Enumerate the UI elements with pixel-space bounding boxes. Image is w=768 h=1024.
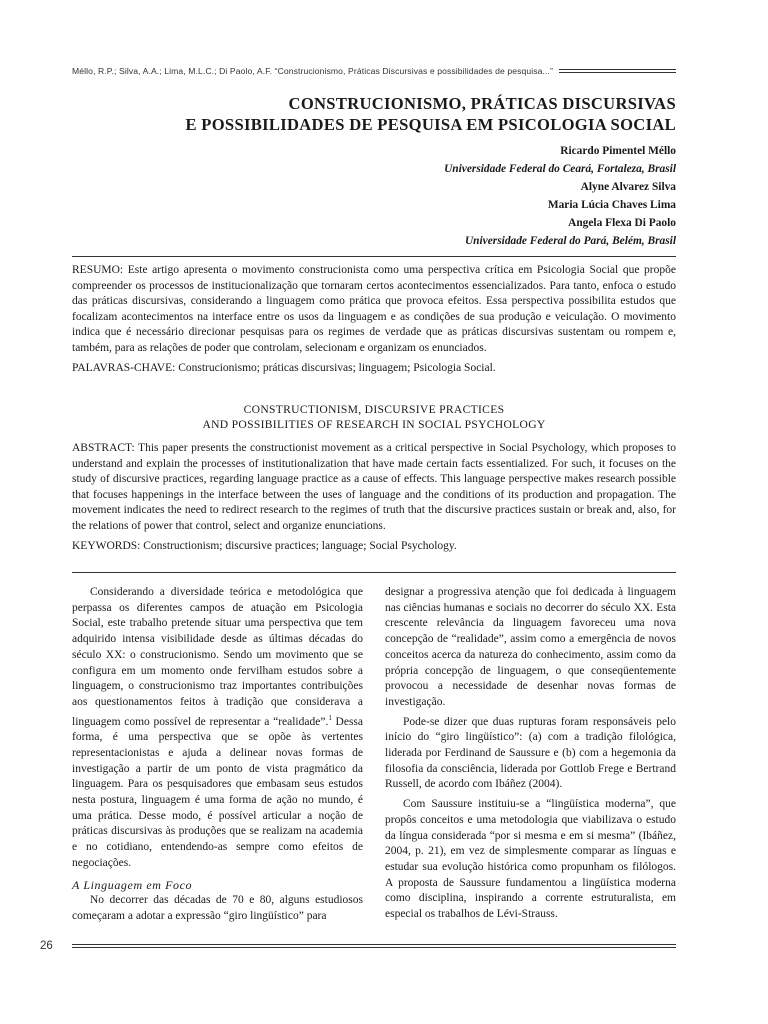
body-column-left — [72, 585, 363, 925]
body-paragraph: Com Saussure instituiu-se a “lingüística moderna”, que propôs conceitos e uma metodologia que viabilizava o estudo da língua considerada “por si mesma e em si mesma” (Ibáñez, 2004, p. 21), em vez de simplesmente comparar as línguas e estudar sua evolução histórica como propunham os filólogos. A proposta de Saussure fundamentou a lingüística moderna como disciplina, inspirando a corrente estruturalista, em especial os trabalhos de Lévi-Strauss. — [385, 798, 676, 921]
author-name: Maria Lúcia Chaves Lima — [547, 199, 676, 211]
article-title — [185, 93, 676, 135]
abstract-english — [72, 441, 676, 554]
author-institution: Universidade Federal do Pará, Belém, Brasil — [464, 235, 676, 247]
footnote-ref: 1 — [328, 713, 332, 722]
author-name: Ricardo Pimentel Méllo — [560, 145, 676, 157]
footer-rule — [72, 944, 676, 948]
running-head-rule — [559, 69, 676, 73]
title-line-1: CONSTRUCIONISMO, PRÁTICAS DISCURSIVAS — [288, 94, 676, 113]
body-paragraph: No decorrer das décadas de 70 e 80, alguns estudiosos começaram a adotar a expressão “giro lingüístico” para — [72, 894, 363, 923]
page-footer — [40, 940, 676, 952]
paragraph-text: Considerando a diversidade teórica e metodológica que perpassa os diferentes campos de atuação em Psicologia Social, este trabalho pretende situar uma perspectiva que tem adquirido intensa visibilidade desde as últimas décadas do século XX: o construcionismo. Sendo um movimento que se configura em um momento onde fervilham estudos sobre a linguagem, o construcionismo traz importantes contribuições aos questionamentos feitos à tradição que considerava a linguagem como possível de representar a “realidade”. — [72, 586, 363, 728]
running-head-text: Méllo, R.P.; Silva, A.A.; Lima, M.L.C.; Di Paolo, A.F. “Construcionismo, Práticas Discursivas e possibilidades de pesquisa...” — [72, 66, 553, 76]
body-paragraph — [72, 585, 363, 871]
page-number: 26 — [40, 940, 53, 952]
divider — [72, 256, 676, 257]
resumo-text: RESUMO: Este artigo apresenta o movimento construcionista como uma perspectiva crítica em Psicologia Social que propõe compreender os processos de institucionalização que tornaram certos acontecimentos essencializados. Para tanto, enfoca o estudo das práticas discursivas, considerando a linguagem como prática que provoca efeitos. Essa perspectiva possibilita estudos que focalizam acontecimentos na interface entre os usos da linguagem e as condições de sua produção e veiculação. O movimento indica que é necessário direcionar pesquisas para os regimes de verdade que as práticas discursivas sustentam ou rompem e, também, para as relações de poder que controlam, selecionam e organizam os enunciados. — [72, 264, 676, 354]
author-name: Alyne Alvarez Silva — [580, 181, 676, 193]
author-institution: Universidade Federal do Ceará, Fortaleza, Brasil — [444, 163, 676, 175]
divider — [72, 572, 676, 573]
author-block — [444, 142, 676, 250]
abstract-text: ABSTRACT: This paper presents the constructionist movement as a critical perspective in Social Psychology, which proposes to understand and explain the processes of institutionalization that have made certain facts essentialized. For such, it focuses on the study of discursive practices, regarding language practice as a cause of effects. This language perspective makes research possible that focuses happenings in the interface between the uses of language and the conditions of its production and propagation. The movement indicates the need to redirect research to the regimes of truth that the discursive practices sustain or break and, also, for the relations of power that control, select and organize enunciations. — [72, 442, 676, 532]
english-title — [72, 402, 676, 432]
palavras-chave: PALAVRAS-CHAVE: Construcionismo; práticas discursivas; linguagem; Psicologia Social. — [72, 361, 496, 374]
body-column-right — [385, 585, 676, 923]
abstract-portuguese — [72, 263, 676, 376]
paragraph-text: Dessa forma, é uma perspectiva que se opõe às vertentes representacionistas e ajuda a delinear novas formas de investigação a partir de um ponto de vista pragmático da linguagem. Para os pesquisadores que embasam seus estudos nesta postura, linguagem é uma forma de ação no mundo, é uma prática. Desse modo, é possível articular a noção de práticas discursivas às produções que se realizam na academia e no cotidiano, entendendo-as sempre como efeitos de negociações. — [72, 715, 364, 869]
running-head — [72, 66, 676, 76]
author-name: Angela Flexa Di Paolo — [568, 217, 676, 229]
body-paragraph: designar a progressiva atenção que foi dedicada à linguagem nas ciências humanas e sociais no decorrer do século XX. Esta crescente relevância da linguagem favoreceu uma nova concepção de “realidade”, assim como a emergência de novos conceitos acerca da natureza do conhecimento, assim como da própria concepção de linguagem, o que conseqüentemente provocou a necessidade de desenhar novas formas de investigação. — [385, 586, 676, 708]
english-title-line-2: AND POSSIBILITIES OF RESEARCH IN SOCIAL PSYCHOLOGY — [202, 418, 546, 431]
english-title-line-1: CONSTRUCTIONISM, DISCURSIVE PRACTICES — [243, 403, 505, 416]
title-line-2: E POSSIBILIDADES DE PESQUISA EM PSICOLOGIA SOCIAL — [185, 115, 676, 134]
section-heading: A Linguagem em Foco — [72, 878, 193, 893]
keywords: KEYWORDS: Constructionism; discursive practices; language; Social Psychology. — [72, 539, 457, 552]
body-paragraph: Pode-se dizer que duas rupturas foram responsáveis pelo início do “giro lingüístico”: (a) com a tradição filológica, liderada por Ferdinand de Saussure e (b) com a hegemonia da filosofia da consciência, liderada por Gottlob Frege e Bertrand Russell, de acordo com Ibáñez (2004). — [385, 715, 676, 791]
